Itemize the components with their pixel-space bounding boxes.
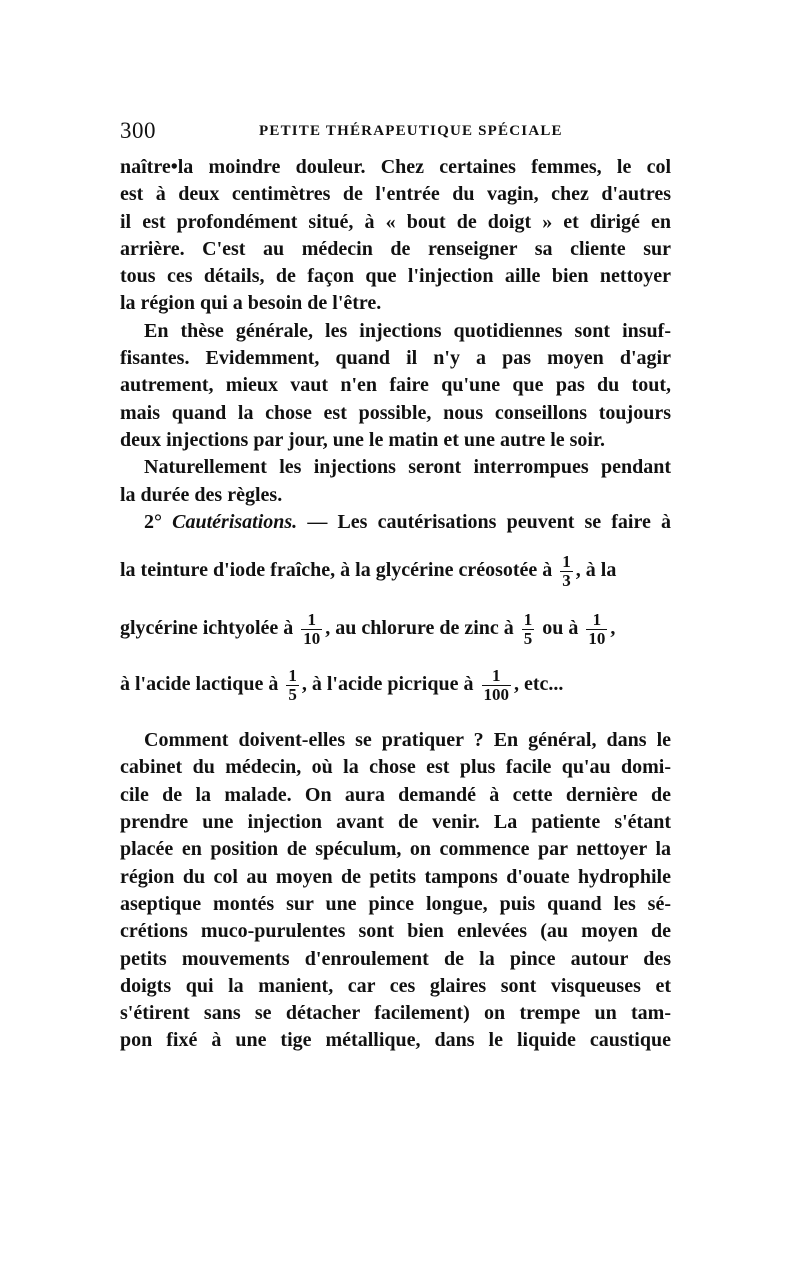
text-line: pon fixé à une tige métallique, dans le liquide caustique	[120, 1029, 671, 1052]
fraction	[586, 611, 607, 648]
formula-text: , à la	[575, 559, 617, 582]
fraction-denominator: 100	[483, 685, 509, 705]
fraction-numerator: 1	[288, 666, 297, 686]
fraction-denominator: 5	[523, 629, 533, 649]
fraction	[560, 553, 573, 590]
paragraph-3	[120, 454, 671, 509]
paragraph-4	[120, 727, 671, 1055]
text-line: cabinet du médecin, où la chose est plus facile qu'au domi-	[120, 756, 671, 779]
fraction-numerator: 1	[562, 552, 571, 572]
formula-text: ou à	[542, 617, 579, 640]
text-line: arrière. C'est au médecin de renseigner sa cliente sur	[120, 237, 671, 260]
text-line: région du col au moyen de petits tampons d'ouate hydrophile	[120, 865, 671, 888]
formula-line	[120, 550, 671, 594]
formula-line	[120, 664, 671, 708]
fraction	[286, 667, 299, 704]
text-line: s'étirent sans se détacher facilement) on trempe un tam-	[120, 1002, 671, 1025]
fraction-numerator: 1	[592, 610, 602, 630]
fraction-denominator: 3	[562, 571, 571, 591]
text-line: il est profondément situé, à « bout de doigt » et dirigé en	[120, 210, 671, 233]
text-line: est à deux centimètres de l'entrée du vagin, chez d'autres	[120, 183, 671, 206]
fraction-denominator: 5	[288, 685, 297, 705]
text-line: doigts qui la manient, car ces glaires sont visqueuses et	[120, 974, 671, 997]
section-heading-line	[120, 509, 671, 536]
text-line: mais quand la chose est possible, nous conseillons toujours	[120, 401, 671, 424]
text-line: crétions muco-purulentes sont bien enlevées (au moyen de	[120, 920, 671, 943]
text-line: Naturellement les injections seront interrompues pendant	[144, 456, 671, 479]
section-number: 2°	[144, 510, 162, 533]
text-line: placée en position de spéculum, on commence par nettoyer la	[120, 838, 671, 861]
fraction-numerator: 1	[307, 610, 317, 630]
running-title: PETITE THÉRAPEUTIQUE SPÉCIALE	[259, 123, 563, 139]
formula-text: glycérine ichtyolée à	[120, 617, 294, 640]
text-line: aseptique montés sur une pince longue, puis quand les sé-	[120, 892, 671, 915]
page-header	[120, 118, 671, 148]
fraction	[301, 611, 322, 648]
text-line: la région qui a besoin de l'être.	[120, 292, 382, 315]
text-line: naître•la moindre douleur. Chez certaines femmes, le col	[120, 156, 671, 178]
text-line: Comment doivent-elles se pratiquer ? En général, dans le	[144, 729, 671, 752]
text-line: deux injections par jour, une le matin et une autre le soir.	[120, 428, 606, 451]
formula-text: , etc...	[514, 673, 564, 696]
text-line: autrement, mieux vaut n'en faire qu'une que pas du tout,	[120, 374, 671, 397]
text-line: cile de la malade. On aura demandé à cette dernière de	[120, 783, 671, 806]
fraction-numerator: 1	[523, 610, 533, 630]
fraction-denominator: 10	[303, 629, 321, 649]
formula-text: la teinture d'iode fraîche, à la glycérine créosotée à	[120, 559, 553, 582]
fraction	[522, 611, 535, 648]
formula-text: à l'acide lactique à	[120, 673, 279, 696]
section-title: Cautérisations.	[172, 510, 298, 533]
fraction-numerator: 1	[492, 666, 501, 686]
text-line: prendre une injection avant de venir. La patiente s'étant	[120, 811, 671, 834]
paragraph-1	[120, 154, 671, 318]
formula-text: ,	[610, 617, 616, 640]
section-lead-text: — Les cautérisations peuvent se faire à	[297, 510, 672, 533]
formula-text: , au chlorure de zinc à	[325, 617, 514, 640]
page-number: 300	[120, 118, 156, 143]
text-line: tous ces détails, de façon que l'injection aille bien nettoyer	[120, 265, 671, 288]
formula-line	[120, 608, 671, 652]
body-text	[120, 154, 671, 1055]
text-line: la durée des règles.	[120, 483, 283, 506]
cauterisations-section	[120, 509, 671, 708]
text-line: petits mouvements d'enroulement de la pince autour des	[120, 947, 671, 970]
formula-text: , à l'acide picrique à	[301, 673, 474, 696]
fraction-denominator: 10	[588, 629, 606, 649]
fraction	[482, 667, 512, 704]
paragraph-2	[120, 318, 671, 454]
text-line: fisantes. Evidemment, quand il n'y a pas moyen d'agir	[120, 347, 671, 370]
text-line: En thèse générale, les injections quotidiennes sont insuf-	[144, 319, 671, 342]
